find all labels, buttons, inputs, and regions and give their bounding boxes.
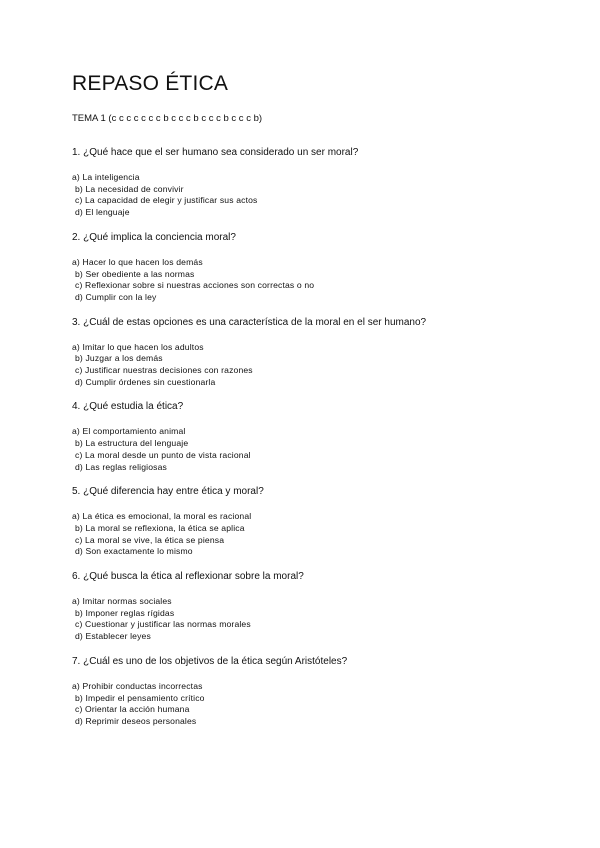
- option-b: b) La necesidad de convivir: [75, 183, 184, 194]
- option-a: a) La inteligencia: [72, 172, 140, 182]
- option-c: c) Reflexionar sobre si nuestras acciones son correctas o no: [75, 280, 315, 291]
- option-c: c) Cuestionar y justificar las normas morales: [75, 619, 251, 630]
- option-b: b) La moral se reflexiona, la ética se aplica: [75, 522, 245, 533]
- options-list: [72, 172, 532, 219]
- option-d: d) Cumplir con la ley: [75, 291, 157, 302]
- option-b: b) La estructura del lenguaje: [75, 438, 189, 449]
- question-2: [72, 232, 532, 304]
- option-d: d) El lenguaje: [75, 207, 130, 218]
- option-c: c) La moral desde un punto de vista racional: [75, 449, 251, 460]
- question-list: [72, 147, 532, 741]
- options-list: [72, 596, 532, 643]
- question-text: 6. ¿Qué busca la ética al reflexionar sobre la moral?: [72, 571, 304, 583]
- option-d: d) Reprimir deseos personales: [75, 715, 197, 726]
- topic-answer-key: TEMA 1 (c c c c c c c b c c c b c c c b c c c b): [72, 113, 263, 124]
- question-3: [72, 317, 532, 389]
- question-7: [72, 656, 532, 728]
- option-a: a) Imitar normas sociales: [72, 596, 172, 607]
- option-a: a) El comportamiento animal: [72, 426, 186, 437]
- option-d: d) Cumplir órdenes sin cuestionarla: [75, 376, 216, 387]
- option-b: b) Juzgar a los demás: [75, 353, 163, 364]
- option-a: a) Hacer lo que hacen los demás: [72, 256, 203, 267]
- question-text: 1. ¿Qué hace que el ser humano sea considerado un ser moral?: [72, 147, 359, 158]
- option-d: d) Son exactamente lo mismo: [75, 546, 193, 557]
- option-d: d) Las reglas religiosas: [75, 461, 167, 472]
- question-1: [72, 147, 532, 219]
- question-4: [72, 401, 532, 473]
- question-text: 3. ¿Cuál de estas opciones es una característica de la moral en el ser humano?: [72, 316, 427, 328]
- options-list: [72, 681, 532, 728]
- option-c: c) Orientar la acción humana: [75, 704, 190, 715]
- options-list: [72, 426, 532, 473]
- question-text: 5. ¿Qué diferencia hay entre ética y moral?: [72, 486, 264, 498]
- option-a: a) Prohibir conductas incorrectas: [72, 680, 203, 691]
- option-b: b) Imponer reglas rígidas: [75, 607, 175, 618]
- option-d: d) Establecer leyes: [75, 631, 151, 642]
- option-c: c) La capacidad de elegir y justificar sus actos: [75, 195, 258, 206]
- document-title: REPASO ÉTICA: [72, 72, 229, 95]
- question-text: 2. ¿Qué implica la conciencia moral?: [72, 231, 236, 243]
- option-c: c) Justificar nuestras decisiones con razones: [75, 365, 253, 376]
- option-a: a) Imitar lo que hacen los adultos: [72, 341, 204, 352]
- question-6: [72, 571, 532, 643]
- options-list: [72, 511, 532, 558]
- option-a: a) La ética es emocional, la moral es racional: [72, 511, 252, 522]
- option-b: b) Ser obediente a las normas: [75, 268, 195, 279]
- question-text: 4. ¿Qué estudia la ética?: [72, 401, 184, 413]
- options-list: [72, 342, 532, 389]
- options-list: [72, 257, 532, 304]
- question-text: 7. ¿Cuál es uno de los objetivos de la ética según Aristóteles?: [72, 655, 348, 667]
- option-b: b) Impedir el pensamiento crítico: [75, 692, 205, 703]
- question-5: [72, 486, 532, 558]
- option-c: c) La moral se vive, la ética se piensa: [75, 534, 225, 545]
